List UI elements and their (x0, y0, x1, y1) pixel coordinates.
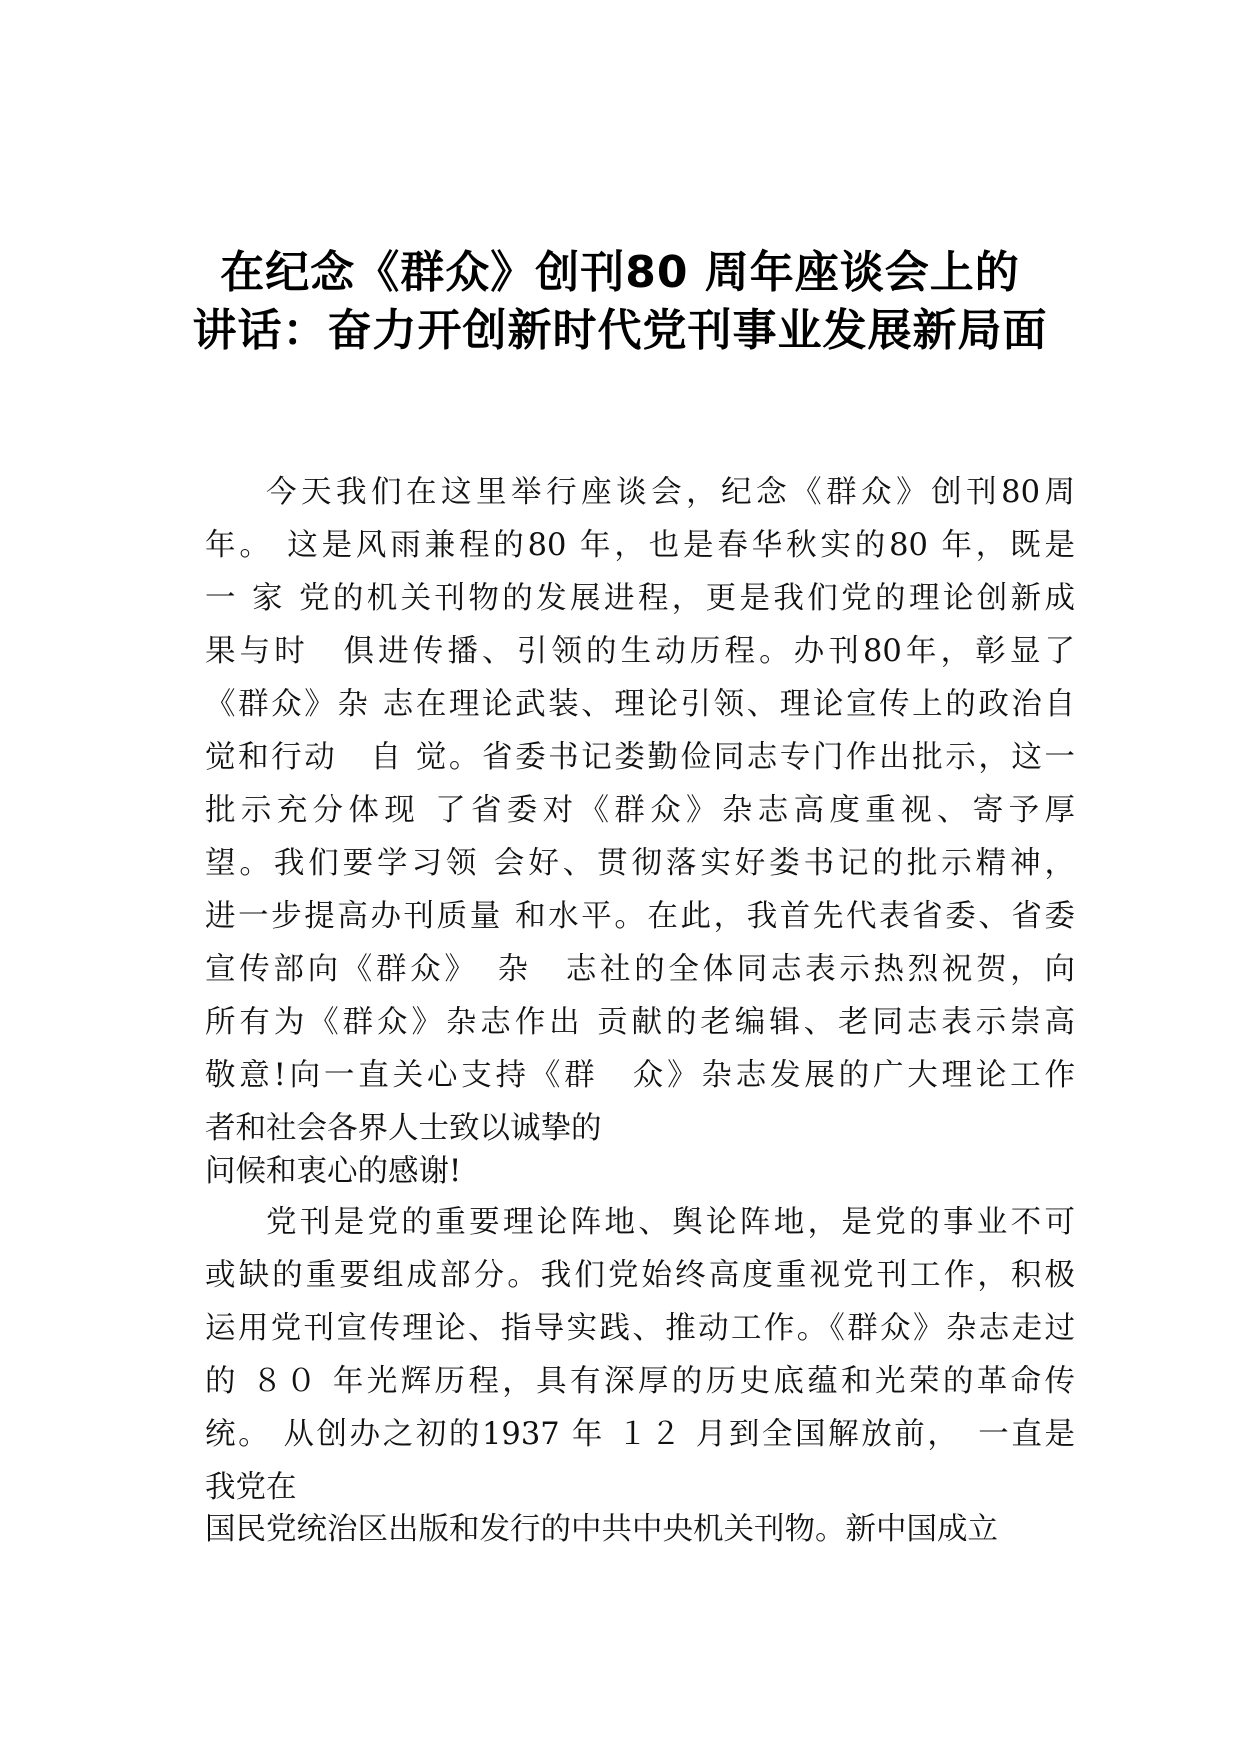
continuation-line: 国民党统治区出版和发行的中共中央机关刊物。新中国成立 (205, 1512, 998, 1547)
paragraph-2-line: 我党在 (205, 1470, 297, 1505)
greeting-line: 问候和衷心的感谢! (205, 1154, 462, 1189)
paragraph-1-line: 今天我们在这里举行座谈会，纪念《群众》创刊80周 (266, 475, 1075, 510)
paragraph-1-line: 者和社会各界人士致以诚挚的 (205, 1111, 602, 1146)
title-line-1: 在纪念《群众》创刊80 周年座谈会上的 (220, 247, 1020, 298)
paragraph-1-line: 敬意!向一直关心支持《群 众》杂志发展的广大理论工作 (205, 1058, 1075, 1093)
paragraph-2-line: 运用党刊宣传理论、指导实践、推动工作。《群众》杂志走过 (205, 1311, 1075, 1346)
paragraph-1-line: 望。我们要学习领 会好、贯彻落实好娄书记的批示精神， (205, 846, 1075, 881)
paragraph-2-line: 党刊是党的重要理论阵地、舆论阵地，是党的事业不可 (266, 1205, 1075, 1240)
paragraph-1-line: 进一步提高办刊质量 和水平。在此，我首先代表省委、省委 (205, 899, 1075, 934)
paragraph-1-line: 《群众》杂 志在理论武装、理论引领、理论宣传上的政治自 (205, 687, 1075, 722)
paragraph-2-line: 的 ８０ 年光辉历程，具有深厚的历史底蕴和光荣的革命传 (205, 1364, 1075, 1399)
title-line-2: 讲话：奋力开创新时代党刊事业发展新局面 (192, 305, 1048, 356)
paragraph-1-line: 宣传部向《群众》 杂 志社的全体同志表示热烈祝贺，向 (205, 952, 1075, 987)
document-title (180, 244, 1060, 360)
paragraph-1-line: 果与时 俱进传播、引领的生动历程。办刊80年，彰显了 (205, 634, 1075, 669)
paragraph-1-line: 所有为《群众》杂志作出 贡献的老编辑、老同志表示崇高 (205, 1005, 1075, 1040)
paragraph-1-line: 觉和行动 自 觉。省委书记娄勤俭同志专门作出批示，这一 (205, 740, 1075, 775)
paragraph-1-line: 批示充分体现 了省委对《群众》杂志高度重视、寄予厚 (205, 793, 1075, 828)
paragraph-1-line: 年。 这是风雨兼程的80 年，也是春华秋实的80 年，既是 (205, 528, 1075, 563)
paragraph-2-line: 或缺的重要组成部分。我们党始终高度重视党刊工作，积极 (205, 1258, 1075, 1293)
paragraph-1-line: 一 家 党的机关刊物的发展进程，更是我们党的理论创新成 (205, 581, 1075, 616)
paragraph-2 (205, 1196, 1075, 1514)
paragraph-2-line: 统。 从创办之初的1937 年 １２ 月到全国解放前， 一直是 (205, 1417, 1075, 1452)
paragraph-1 (205, 466, 1075, 1155)
